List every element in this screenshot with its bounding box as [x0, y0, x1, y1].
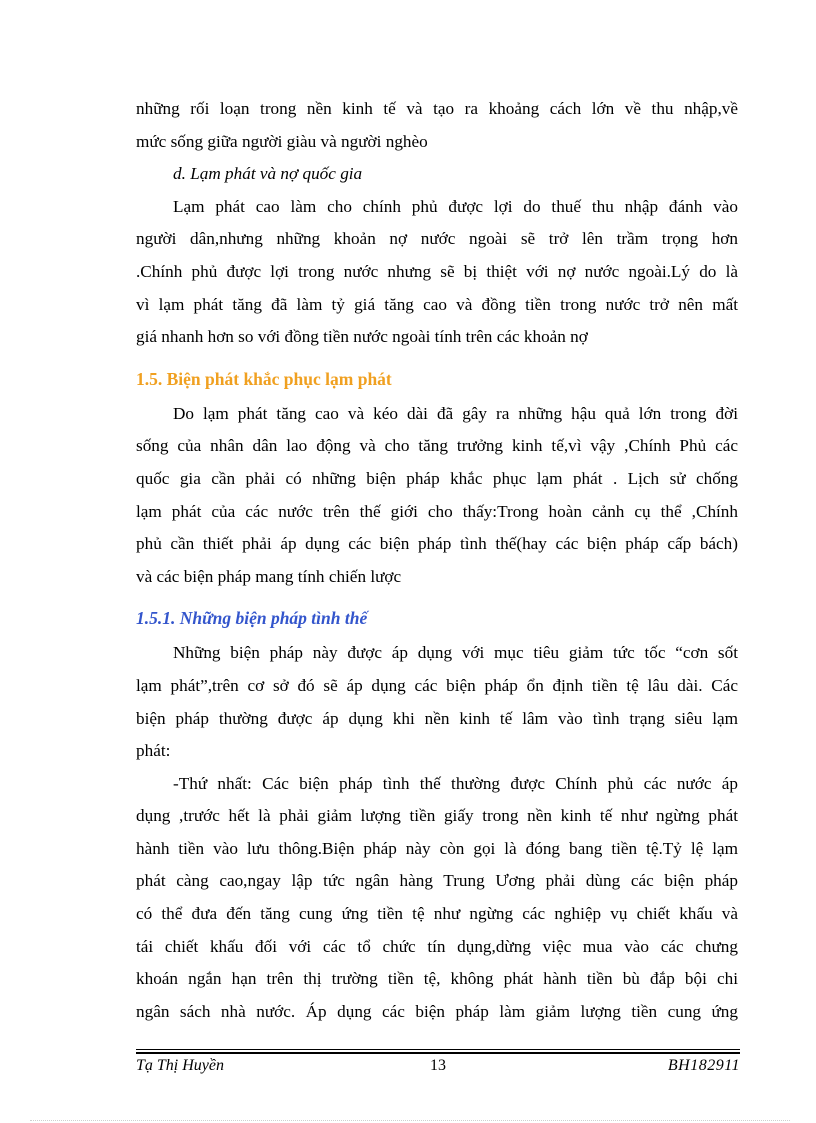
text-line: người dân,nhưng những khoản nợ nước ngoài sẽ trở lên trầm trọng hơn	[136, 229, 738, 249]
text-line: Những biện pháp này được áp dụng với mục tiêu giảm tức tốc “cơn sốt	[173, 643, 738, 663]
text-line: khoán ngắn hạn trên thị trường tiền tệ, không phát hành tiền bù đắp bội chi	[136, 969, 738, 989]
text-line: vì lạm phát tăng đã làm tỷ giá tăng cao và đồng tiền trong nước trở nên mất	[136, 294, 738, 314]
text-line: ngân sách nhà nước. Áp dụng các biện pháp làm giảm lượng tiền cung ứng	[136, 1001, 738, 1021]
text-line: phủ cần thiết phải áp dụng các biện pháp tình thế(hay các biện pháp cấp bách)	[136, 534, 738, 554]
paragraph-remedies-intro	[136, 398, 738, 594]
footer-author: Tạ Thị Huyền	[136, 1057, 224, 1074]
subheading-d: d. Lạm phát và nợ quốc gia	[173, 164, 363, 184]
section-heading-1-5-1: 1.5.1. Những biện pháp tình thế	[136, 608, 368, 629]
paragraph-inflation-national-debt	[136, 191, 738, 354]
section-heading-1-5: 1.5. Biện phát khắc phục lạm phát	[136, 368, 392, 389]
text-line: phát càng cao,ngay lập tức ngân hàng Trung Ương phải dùng các biện pháp	[136, 871, 738, 891]
text-line: tái chiết khấu đối với các tổ chức tín dụng,dừng việc mua vào các chưng	[136, 936, 738, 956]
paragraph-continuation	[136, 93, 738, 158]
page-body	[136, 93, 738, 1028]
text-line: và các biện pháp mang tính chiến lược	[136, 566, 402, 586]
page-bottom-dotted-line	[30, 1120, 790, 1122]
text-line: giá nhanh hơn so với đồng tiền nước ngoài tính trên các khoản nợ	[136, 327, 588, 347]
page-footer	[136, 1054, 740, 1078]
text-line: sống của nhân dân lao động và cho tăng trưởng kinh tế,vì vậy ,Chính Phủ các	[136, 436, 738, 456]
text-line: hành tiền vào lưu thông.Biện pháp này còn gọi là đóng bang tiền tệ.Tỷ lệ lạm	[136, 838, 738, 858]
text-line: phát:	[136, 741, 171, 761]
paragraph-first-measure	[136, 768, 738, 1029]
text-line: mức sống giữa người giàu và người nghèo	[136, 131, 428, 151]
text-line: lạm phát”,trên cơ sở đó sẽ áp dụng các biện pháp ổn định tiền tệ lâu dài. Các	[136, 675, 738, 695]
text-line: biện pháp thường được áp dụng khi nền kinh tế lâm vào tình trạng siêu lạm	[136, 708, 738, 728]
footer-page-number: 13	[430, 1057, 446, 1074]
text-line: quốc gia cần phải có những biện pháp khắc phục lạm phát . Lịch sử chống	[136, 468, 738, 488]
text-line: lạm phát của các nước trên thế giới cho thấy:Trong hoàn cảnh cụ thể ,Chính	[136, 501, 738, 521]
footer-divider-thin	[136, 1049, 740, 1050]
text-line: dụng ,trước hết là phải giảm lượng tiền giấy trong nền kinh tế như ngừng phát	[136, 806, 738, 826]
text-line: Do lạm phát tăng cao và kéo dài đã gây ra những hậu quả lớn trong đời	[173, 403, 738, 423]
text-line: -Thứ nhất: Các biện pháp tình thế thường được Chính phủ các nước áp	[173, 773, 738, 793]
text-line: có thể đưa đến tăng cung ứng tiền tệ như ngừng các nghiệp vụ chiết khấu và	[136, 904, 738, 924]
footer-document-code: BH182911	[667, 1057, 740, 1074]
text-line: những rối loạn trong nền kinh tế và tạo ra khoảng cách lớn về thu nhập,về	[136, 99, 738, 118]
text-line: .Chính phủ được lợi trong nước nhưng sẽ bị thiệt với nợ nước ngoài.Lý do là	[136, 261, 738, 281]
text-line: Lạm phát cao làm cho chính phủ được lợi do thuế thu nhập đánh vào	[173, 196, 738, 216]
paragraph-situational-measures	[136, 637, 738, 767]
